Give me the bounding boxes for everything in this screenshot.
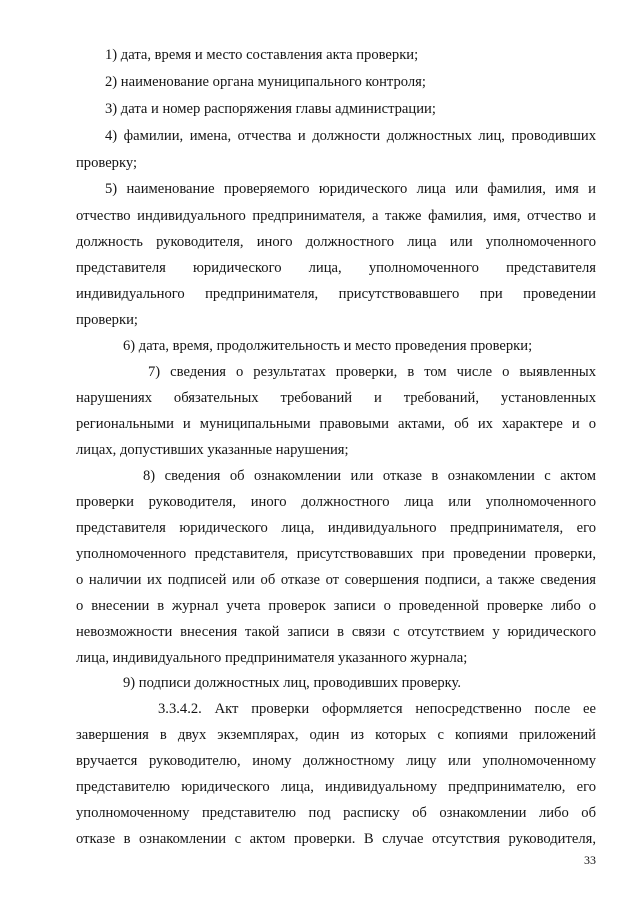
text-line: 3.3.4.2. Акт проверки оформляется непосредственно после ее [158,701,596,717]
page-number: 33 [584,853,596,867]
text-line: индивидуального предпринимателя, присутствовавшего при проведении [76,286,596,302]
text-line: 5) наименование проверяемого юридического лица или фамилия, имя и [105,181,596,197]
text-line: отказе в ознакомлении с актом проверки. В случае отсутствия руководителя, [76,831,596,847]
text-line: 9) подписи должностных лиц, проводивших проверку. [123,675,461,691]
text-line: проверки руководителя, иного должностного лица или уполномоченного [76,494,596,510]
text-line: 7) сведения о результатах проверки, в том числе о выявленных [148,364,596,380]
text-line: 2) наименование органа муниципального контроля; [105,74,426,90]
text-line: о наличии их подписей или об отказе от совершения подписи, а также сведения [76,572,596,588]
text-line: лицах, допустивших указанные нарушения; [76,442,349,458]
text-line: проверку; [76,155,138,171]
text-line: уполномоченного представителя, присутствовавших при проведении проверки, [76,546,596,562]
text-line: отчество индивидуального предпринимателя, а также фамилия, имя, отчество и [76,208,596,224]
text-line: лица, индивидуального предпринимателя указанного журнала; [76,650,468,666]
text-line: представителя юридического лица, уполномоченного представителя [76,260,596,276]
text-line: региональными и муниципальными правовыми актами, об их характере и о [76,416,596,432]
text-line: 6) дата, время, продолжительность и место проведения проверки; [123,338,533,354]
text-line: 1) дата, время и место составления акта проверки; [105,47,419,63]
text-line: представителя юридического лица, индивидуального предпринимателя, его [76,520,596,536]
text-line: должность руководителя, иного должностного лица или уполномоченного [76,234,596,250]
text-line: завершения в двух экземплярах, один из которых с копиями приложений [76,727,596,743]
text-line: уполномоченному представителю под расписку об ознакомлении либо об [76,805,596,821]
text-line: вручается руководителю, иному должностному лицу или уполномоченному [76,753,596,769]
text-line: представителю юридического лица, индивидуальному предпринимателю, его [76,779,596,795]
text-line: о внесении в журнал учета проверок записи о проведенной проверке либо о [76,598,596,614]
text-line: 3) дата и номер распоряжения главы администрации; [105,101,436,117]
text-line: нарушениях обязательных требований и требований, установленных [76,390,596,406]
text-line: проверки; [76,312,138,328]
text-line: 8) сведения об ознакомлении или отказе в ознакомлении с актом [143,468,596,484]
text-line: невозможности внесения такой записи в связи с отсутствием у юридического [76,624,596,640]
text-line: 4) фамилии, имена, отчества и должности должностных лиц, проводивших [105,128,596,144]
